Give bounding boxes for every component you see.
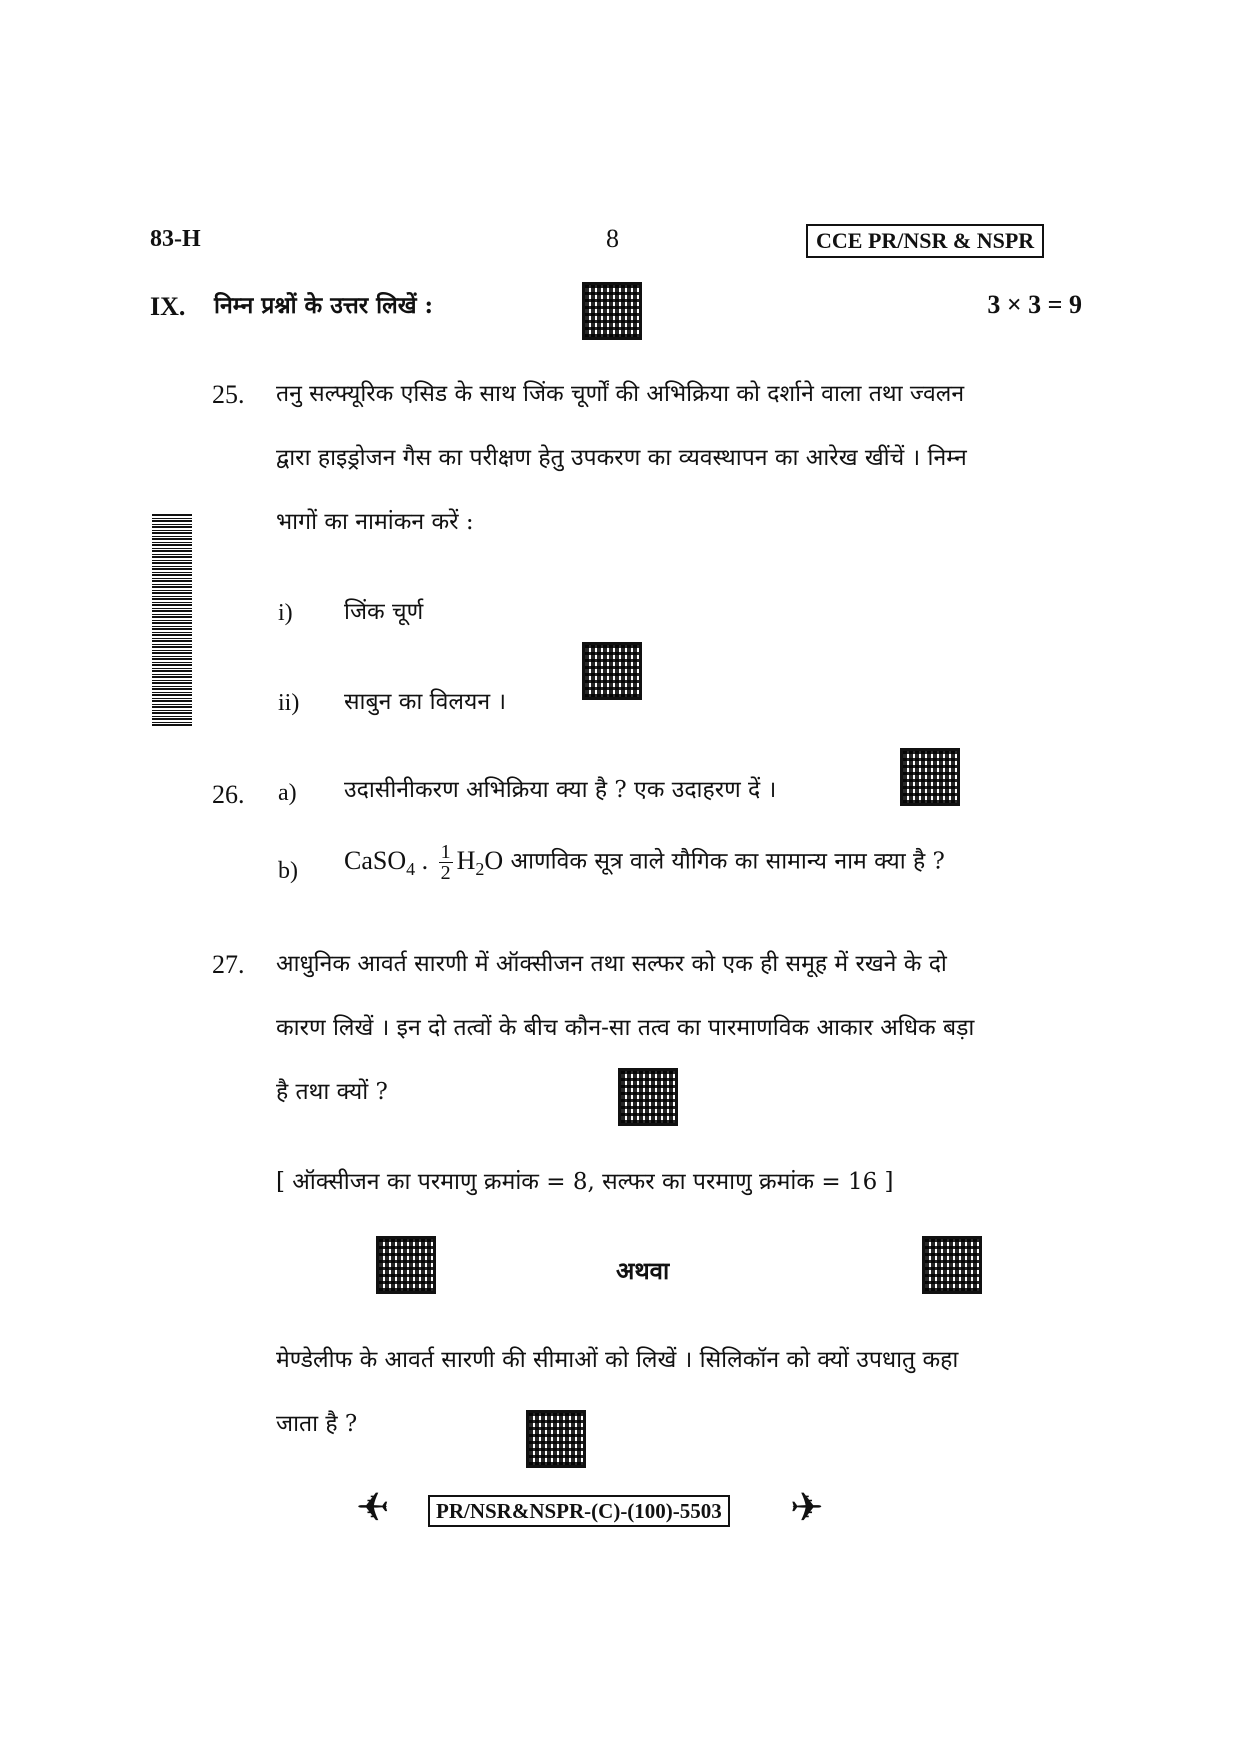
question-number-27: 27. <box>212 950 245 979</box>
formula-subscript: 4 <box>406 858 416 879</box>
formula-part: O <box>484 845 504 875</box>
q27-alt-line-1: मेण्डेलीफ के आवर्त सारणी की सीमाओं को लिखें । सिलिकॉन को क्यों उपधातु कहा <box>276 1347 959 1373</box>
fraction <box>439 842 453 883</box>
q26-b-label: b) <box>278 858 298 884</box>
barcode-icon <box>152 514 192 726</box>
q26-a-label: a) <box>278 780 297 806</box>
q25-item-text: साबुन का विलयन । <box>344 689 507 715</box>
qr-code-icon <box>922 1236 982 1294</box>
page-number: 8 <box>606 224 619 253</box>
q25-line-2: द्वारा हाइड्रोजन गैस का परीक्षण हेतु उपकरण का व्यवस्थापन का आरेख खींचें । निम्न <box>276 445 967 471</box>
formula-dot: . <box>415 845 435 875</box>
fraction-denominator: 2 <box>440 862 451 884</box>
qr-code-icon <box>376 1236 436 1294</box>
q25-line-3: भागों का नामांकन करें : <box>276 509 474 535</box>
fraction-numerator: 1 <box>440 841 451 863</box>
q25-item-text: जिंक चूर्ण <box>344 599 424 625</box>
qr-code-icon <box>900 748 960 806</box>
chem-formula <box>344 845 435 879</box>
airplane-icon: ✈ <box>790 1485 824 1531</box>
formula-part: CaSO <box>344 845 407 875</box>
exam-code-box: CCE PR/NSR & NSPR <box>806 224 1044 258</box>
formula-subscript: 2 <box>475 858 485 879</box>
chem-formula-water <box>456 845 504 879</box>
q27-line-3: है तथा क्यों ? <box>276 1079 388 1105</box>
q26-b-line <box>344 842 945 885</box>
section-number: IX. <box>150 292 186 321</box>
q27-atomic-numbers: [ ऑक्सीजन का परमाणु क्रमांक = 8, सल्फर का परमाणु क्रमांक = 16 ] <box>276 1169 894 1195</box>
footer-code-box: PR/NSR&NSPR-(C)-(100)-5503 <box>428 1495 730 1527</box>
q26-b-text: आणविक सूत्र वाले यौगिक का सामान्य नाम क्या है ? <box>503 848 945 875</box>
qr-code-icon <box>582 282 642 340</box>
qr-code-icon <box>582 642 642 700</box>
airplane-icon: ✈ <box>356 1485 390 1531</box>
q26-a-text: उदासीनीकरण अभिक्रिया क्या है ? एक उदाहरण दें । <box>344 777 777 803</box>
question-number-26: 26. <box>212 780 245 809</box>
q27-line-1: आधुनिक आवर्त सारणी में ऑक्सीजन तथा सल्फर को एक ही समूह में रखने के दो <box>276 951 947 977</box>
q27-line-2: कारण लिखें । इन दो तत्वों के बीच कौन-सा तत्व का पारमाणविक आकार अधिक बड़ा <box>276 1015 975 1041</box>
formula-part: H <box>456 845 476 875</box>
q25-item-label: i) <box>278 600 293 626</box>
q27-alt-line-2: जाता है ? <box>276 1411 358 1437</box>
paper-code: 83-H <box>150 226 201 252</box>
section-title: निम्न प्रश्नों के उत्तर लिखें : <box>214 292 434 319</box>
question-number-25: 25. <box>212 380 245 409</box>
section-marks: 3 × 3 = 9 <box>987 290 1082 319</box>
q25-item-label: ii) <box>278 690 300 716</box>
or-label: अथवा <box>616 1256 670 1285</box>
qr-code-icon <box>618 1068 678 1126</box>
qr-code-icon <box>526 1410 586 1468</box>
q25-line-1: तनु सल्फ्यूरिक एसिड के साथ जिंक चूर्णों की अभिक्रिया को दर्शाने वाला तथा ज्वलन <box>276 381 965 407</box>
